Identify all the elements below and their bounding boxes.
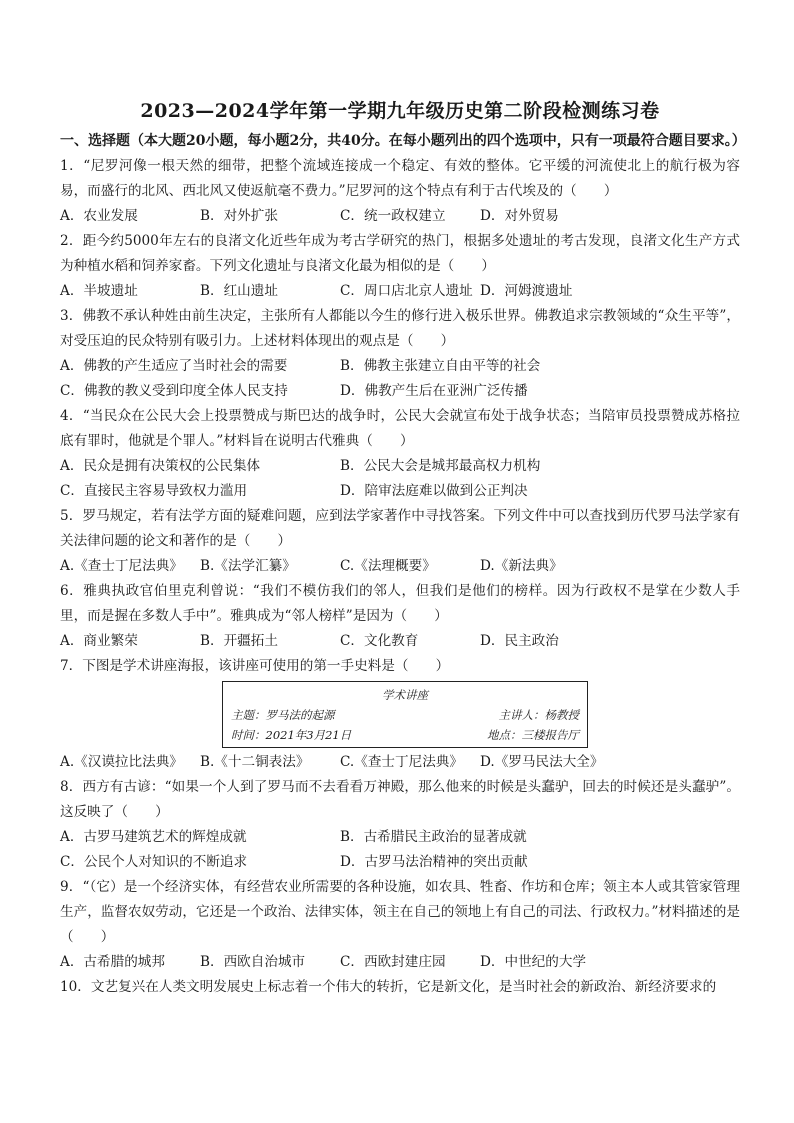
question-3-options-row-1 <box>60 354 740 379</box>
option-a: A．商业繁荣 <box>60 633 138 649</box>
option-b: B．开疆拓土 <box>200 633 278 649</box>
option-b: B．红山遗址 <box>200 283 278 299</box>
exam-title: 2023—2024学年第一学期九年级历史第二阶段检测练习卷 <box>140 100 660 122</box>
option-c: C.《法理概要》 <box>340 558 436 574</box>
question-1: 1．“尼罗河像一根天然的细带，把整个流域连接成一个稳定、有效的整体。它平缓的河流使北上的航行极为容易，而盛行的北风、西北风又使返航毫不费力。”尼罗河的这个特点有利于古代埃及的（ ） <box>60 158 740 199</box>
option-d: D．河姆渡遗址 <box>480 283 573 299</box>
question-4: 4．“当民众在公民大会上投票赞成与斯巴达的战争时，公民大会就宣布处于战争状态；当陪审员投票赞成苏格拉底有罪时，他就是个罪人。”材料旨在说明古代雅典（ ） <box>60 408 740 449</box>
question-2: 2．距今约5000年左右的良渚文化近些年成为考古学研究的热门，根据多处遗址的考古发现，良渚文化生产方式为种植水稻和饲养家畜。下列文化遗址与良渚文化最为相似的是（ ） <box>60 233 740 274</box>
poster-place: 地点：三楼报告厅 <box>487 728 579 742</box>
option-a: A．佛教的产生适应了当时社会的需要 <box>60 358 288 374</box>
option-d: D．古罗马法治精神的突出贡献 <box>340 854 528 870</box>
option-c: C．周口店北京人遗址 <box>340 283 473 299</box>
question-9: 9．“（它）是一个经济实体，有经营农业所需要的各种设施，如农具、牲畜、作坊和仓库；领主本人或其管家管理生产，监督农奴劳动，它还是一个政治、法律实体，领主在自己的领地上有自己的司法、行政权力。”材料描述的是（ ） <box>60 879 740 945</box>
question-7-options <box>60 750 740 775</box>
option-d: D.《罗马民法大全》 <box>480 754 604 770</box>
section-heading: 一、选择题（本大题20小题，每小题2分，共40分。在每小题列出的四个选项中，只有一项最符合题目要求。） <box>60 133 746 149</box>
poster-time: 时间：2021年3月21日 <box>231 728 352 742</box>
question-4-options-row-2 <box>60 479 740 504</box>
option-a: A．半坡遗址 <box>60 283 138 299</box>
option-c: C．公民个人对知识的不断追求 <box>60 854 248 870</box>
option-a: A.《查士丁尼法典》 <box>60 558 183 574</box>
option-a: A．农业发展 <box>60 208 138 224</box>
option-a: A．民众是拥有决策权的公民集体 <box>60 458 261 474</box>
option-c: C．文化教育 <box>340 633 419 649</box>
option-d: D．中世纪的大学 <box>480 954 587 970</box>
option-a: A．古罗马建筑艺术的辉煌成就 <box>60 829 247 845</box>
exam-page <box>60 96 746 1000</box>
poster-speaker: 主讲人：杨教授 <box>498 708 579 722</box>
question-5: 5．罗马规定，若有法学方面的疑难问题，应到法学家著作中寻找答案。下列文件中可以查找到历代罗马法学家有关法律问题的论文和著作的是（ ） <box>60 508 740 549</box>
option-b: B．对外扩张 <box>200 208 278 224</box>
poster-title: 学术讲座 <box>382 688 428 702</box>
option-b: B．佛教主张建立自由平等的社会 <box>340 358 541 374</box>
question-5-options <box>60 554 740 579</box>
option-c: C．直接民主容易导致权力滥用 <box>60 483 248 499</box>
question-8-options-row-1 <box>60 825 740 850</box>
question-8-options-row-2 <box>60 850 740 875</box>
question-4-options-row-1 <box>60 454 740 479</box>
question-2-options <box>60 279 740 304</box>
poster-row-2 <box>231 725 579 745</box>
option-b: B．公民大会是城邦最高权力机构 <box>340 458 541 474</box>
poster-topic: 主题：罗马法的起源 <box>231 708 335 722</box>
poster-row-1 <box>231 705 579 725</box>
option-d: D.《新法典》 <box>480 558 563 574</box>
lecture-poster <box>222 681 588 748</box>
option-c: C.《查士丁尼法典》 <box>340 754 463 770</box>
option-d: D．佛教产生后在亚洲广泛传播 <box>340 383 528 399</box>
option-c: C．西欧封建庄园 <box>340 954 446 970</box>
option-d: D．对外贸易 <box>480 208 559 224</box>
option-c: C．佛教的教义受到印度全体人民支持 <box>60 383 288 399</box>
option-c: C．统一政权建立 <box>340 208 446 224</box>
question-9-options <box>60 950 740 975</box>
question-3-options-row-2 <box>60 379 740 404</box>
question-6: 6．雅典执政官伯里克利曾说：“我们不模仿我们的邻人，但我们是他们的榜样。因为行政权不是掌在少数人手里，而是握在多数人手中”。雅典成为“邻人榜样”是因为（ ） <box>60 583 740 624</box>
question-8: 8．西方有古谚：“如果一个人到了罗马而不去看看万神殿，那么他来的时候是头蠢驴，回去的时候还是头蠢驴”。这反映了（ ） <box>60 779 740 820</box>
option-b: B.《十二铜表法》 <box>200 754 310 770</box>
question-6-options <box>60 629 740 654</box>
option-a: A．古希腊的城邦 <box>60 954 165 970</box>
option-b: B．西欧自治城市 <box>200 954 306 970</box>
option-d: D．民主政治 <box>480 633 559 649</box>
option-a: A.《汉谟拉比法典》 <box>60 754 183 770</box>
option-d: D．陪审法庭难以做到公正判决 <box>340 483 528 499</box>
question-3: 3．佛教不承认种姓由前生决定，主张所有人都能以今生的修行进入极乐世界。佛教追求宗教领域的“众生平等”，对受压迫的民众特别有吸引力。上述材料体现出的观点是（ ） <box>60 308 740 349</box>
question-7: 7．下图是学术讲座海报，该讲座可使用的第一手史料是（ ） <box>60 658 450 674</box>
option-b: B.《法学汇纂》 <box>200 558 296 574</box>
question-1-options <box>60 204 740 229</box>
option-b: B．古希腊民主政治的显著成就 <box>340 829 527 845</box>
question-10: 10．文艺复兴在人类文明发展史上标志着一个伟大的转折，它是新文化，是当时社会的新政治、新经济要求的 <box>60 979 717 995</box>
